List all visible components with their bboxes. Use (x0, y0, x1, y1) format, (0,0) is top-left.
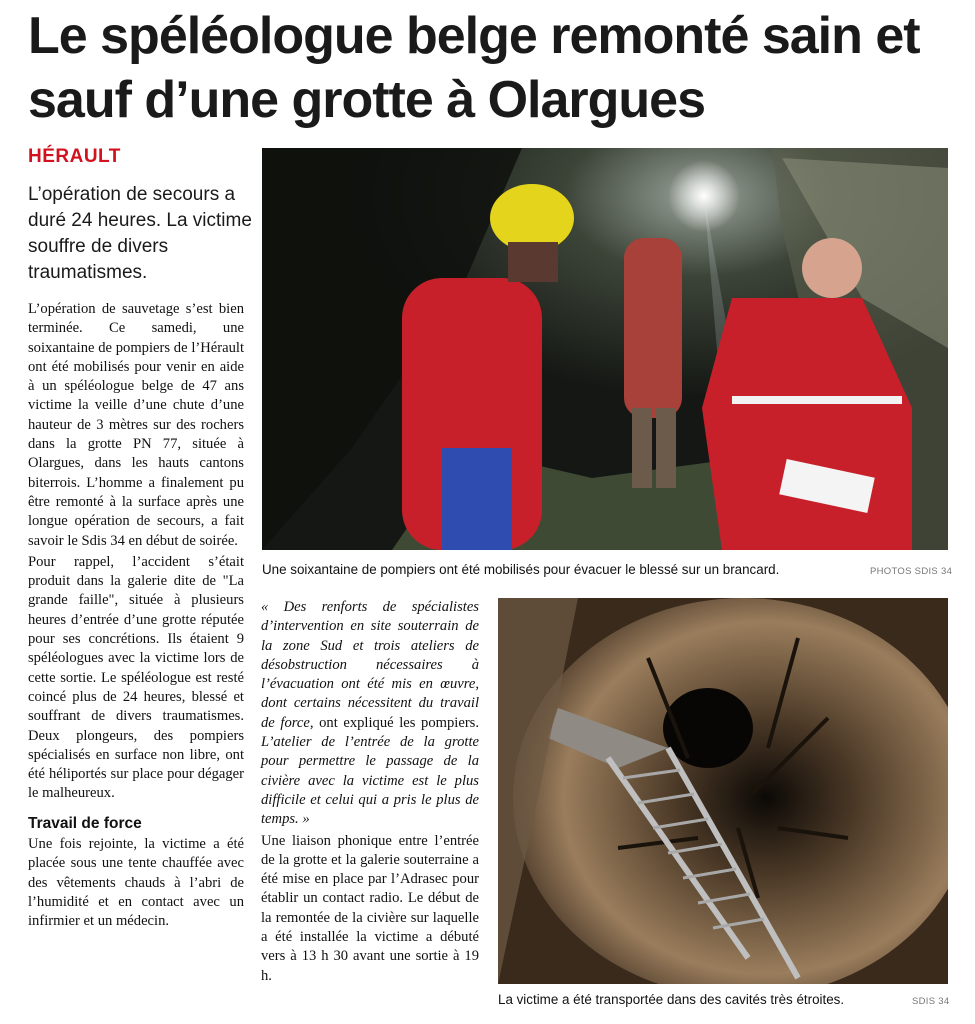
article-column-1 (28, 300, 244, 932)
attribution: ont expliqué les pompiers. (313, 714, 480, 731)
cave-shaft-illustration (498, 598, 948, 984)
article-column-2 (261, 598, 479, 986)
photo-credit: PHOTOS SDIS 34 (870, 566, 953, 577)
quote: L’atelier de l’entrée de la grotte pour permettre le passage de la civière avec la victime est le plus difficile et celui qui a pris le plus de temps. » (261, 734, 479, 828)
paragraph (261, 598, 479, 830)
subheading: Travail de force (28, 814, 142, 832)
headline: Le spéléologue belge remonté sain et sauf d’une grotte à Olargues (28, 7, 920, 129)
photo-firefighters-in-cave (262, 148, 948, 550)
paragraph: L’opération de sauvetage s’est bien terminée. Ce samedi, une soixantaine de pompiers de l’Hérault ont été mobilisés pour venir en aide à un spéléologue belge de 47 ans victime la veille d’une chute d’une hauteur de 3 mètres sur des rochers dans la grotte PN 77, située à Olargues, dans les hauts cantons biterrois. L’homme a finalement pu être remonté à la surface après une longue opération de secours, a fait savoir le Sdis 34 en début de soirée. (28, 301, 244, 549)
paragraph: Une fois rejointe, la victime a été placée sous une tente chauffée avec des vêtements chauds à l’abri de l’humidité et en contact avec un infirmier et un médecin. (28, 836, 244, 930)
kicker-region: HÉRAULT (28, 146, 121, 167)
photo-credit: SDIS 34 (912, 996, 950, 1007)
paragraph: Pour rappel, l’accident s’était produit dans la galerie dite de "La grande faille", située à plusieurs heures d’entrée d’une grotte réputée pour ses concrétions. Ils étaient 9 spéléologues avec la victime lors de cette sortie. Le spéléologue est resté coincé plus de 24 heures, blessé et souffrant de divers traumatismes. Deux plongeurs, des pompiers spécialisés en surface non libre, ont été héliportés sur place pour dégager le malheureux. (28, 553, 244, 802)
photo-caption: Une soixantaine de pompiers ont été mobilisés pour évacuer le blessé sur un brancard. (262, 562, 780, 577)
photo-caption: La victime a été transportée dans des cavités très étroites. (498, 992, 845, 1007)
paragraph: Une liaison phonique entre l’entrée de la grotte et la galerie souterraine a été mise en place par l’Adrasec pour établir un contact radio. Le début de la remontée de la civière sur laquelle a été installée la victime a débuté vers à 13 h 30 avant une sortie à 19 h. (261, 832, 479, 984)
quote: « Des renforts de spécialistes d’intervention en site souterrain de la zone Sud et trois ateliers de désobstruction nécessaires à l’évacuation ont été mis en œuvre, dont certains nécessitent du travail de force, (261, 599, 479, 731)
photo-cave-shaft-ladder (498, 598, 948, 984)
cave-rescue-illustration (262, 148, 948, 550)
chapo-summary: L’opération de secours a duré 24 heures. La victime souffre de divers traumatismes. (28, 184, 252, 283)
